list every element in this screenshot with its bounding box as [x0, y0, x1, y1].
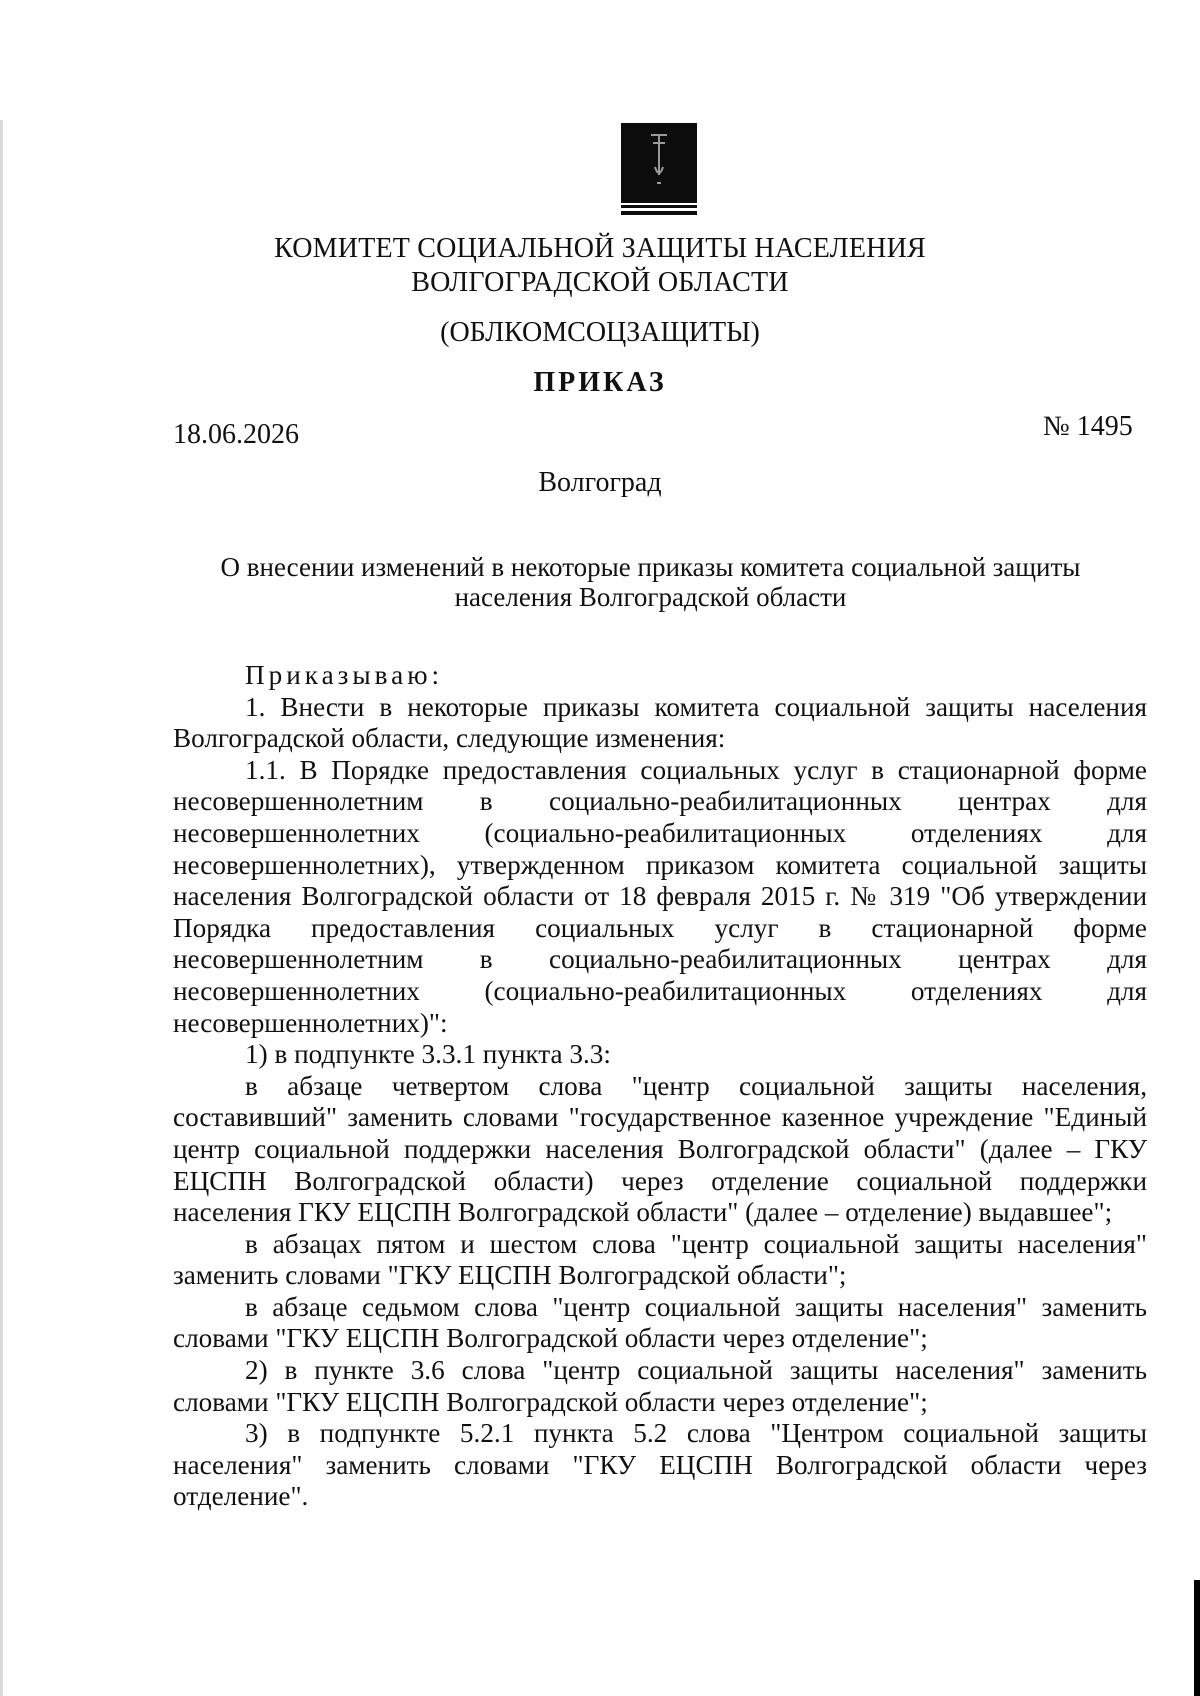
document-body [173, 660, 1147, 1513]
document-number: № 1495 [1043, 411, 1133, 442]
document-type: ПРИКАЗ [533, 367, 667, 398]
body-subitem-1: 1) в подпункте 3.3.1 пункта 3.3: [245, 1039, 611, 1070]
body-paragraph-1-1: 1.1. В Порядке предоставления социальных услуг в стационарной форме несовершеннолетним в социально-реабилитационных центрах для несовершеннолетних (социально-реабилитационных отделениях для несовершеннолетних), утвержденном приказом комитета социальной защиты населения Волгоградской области от 18 февраля 2015 г. № 319 "Об утверждении Порядка предоставления социальных услуг в стационарной форме несовершеннолетним в социально-реабилитационных центрах для несовершеннолетних (социально-реабилитационных отделениях для несовершеннолетних)": [173, 754, 1147, 1038]
document-title [173, 552, 1128, 612]
organization-name-line2: ВОЛГОГРАДСКОЙ ОБЛАСТИ [411, 267, 789, 298]
organization-abbreviation: (ОБЛКОМСОЦЗАЩИТЫ) [440, 317, 760, 348]
organization-name [0, 232, 1200, 300]
body-paragraph-abzac-7: в абзаце седьмом слова "центр социальной защиты населения" заменить словами "ГКУ ЕЦСПН Волгоградской области через отделение"; [173, 1291, 1147, 1354]
volgograd-coat-of-arms-icon [621, 123, 697, 217]
scan-edge-left [0, 120, 3, 1696]
scan-edge-right [1194, 1580, 1200, 1696]
body-paragraph-1: 1. Внести в некоторые приказы комитета социальной защиты населения Волгоградской области, следующие изменения: [173, 691, 1147, 754]
document-title-line1: О внесении изменений в некоторые приказы комитета социальной защиты [220, 552, 1081, 582]
body-paragraph-abzac-5-6: в абзацах пятом и шестом слова "центр социальной защиты населения" заменить словами "ГКУ ЕЦСПН Волгоградской области"; [173, 1228, 1147, 1291]
document-title-line2: населения Волгоградской области [454, 582, 847, 612]
order-intro: Приказываю: [245, 660, 444, 690]
document-city: Волгоград [538, 467, 662, 498]
body-subitem-2: 2) в пункте 3.6 слова "центр социальной защиты населения" заменить словами "ГКУ ЕЦСПН Волгоградской области через отделение"; [173, 1355, 1147, 1417]
body-paragraph-abzac-4: в абзаце четвертом слова "центр социальной защиты населения, составивший" заменить словами "государственное казенное учреждение "Единый центр социальной поддержки населения Волгоградской области" (далее – ГКУ ЕЦСПН Волгоградской области) через отделение социальной поддержки населения ГКУ ЕЦСПН Волгоградской области" (далее – отделение) выдавшее"; [173, 1070, 1147, 1228]
document-date: 18.06.2026 [173, 419, 299, 450]
organization-name-line1: КОМИТЕТ СОЦИАЛЬНОЙ ЗАЩИТЫ НАСЕЛЕНИЯ [274, 233, 926, 264]
body-subitem-3: 3) в подпункте 5.2.1 пункта 5.2 слова "Центром социальной защиты населения" заменить словами "ГКУ ЕЦСПН Волгоградской области через отделение". [173, 1418, 1147, 1512]
